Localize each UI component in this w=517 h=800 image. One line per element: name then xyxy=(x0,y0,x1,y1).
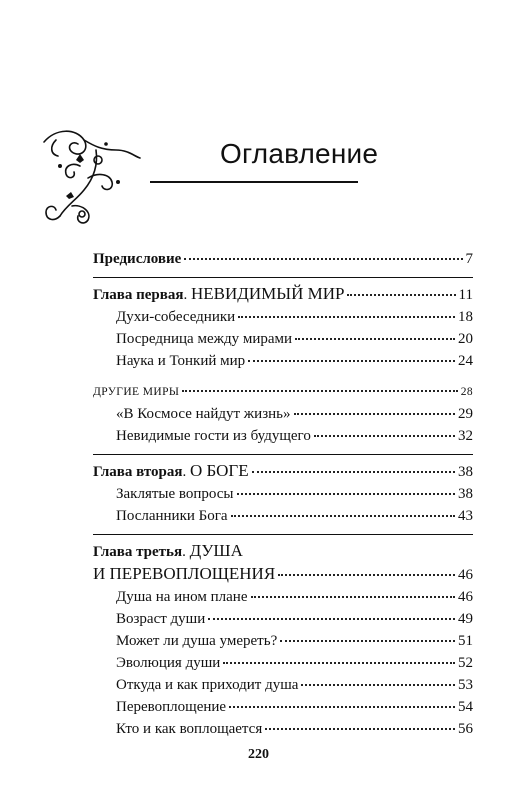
toc-entry[interactable] xyxy=(93,328,473,350)
toc-page: 7 xyxy=(465,251,473,267)
leader-dots xyxy=(248,360,455,362)
toc-entry[interactable] xyxy=(93,652,473,674)
toc-page: 18 xyxy=(458,309,473,325)
toc-label: Посредница между мирами xyxy=(116,331,293,347)
toc-page: 38 xyxy=(458,486,473,502)
toc-page: 24 xyxy=(458,353,473,369)
page-title: Оглавление xyxy=(220,138,379,169)
toc-chapter-3-line1[interactable]: Глава третья. ДУША xyxy=(93,541,243,560)
toc-page: 32 xyxy=(458,428,473,444)
toc-page: 11 xyxy=(458,287,473,303)
toc-page: 49 xyxy=(458,611,473,627)
toc-entry[interactable] xyxy=(93,425,473,447)
leader-dots xyxy=(252,471,455,473)
leader-dots xyxy=(294,413,456,415)
toc-page: 20 xyxy=(458,331,473,347)
toc-label: Может ли душа умереть? xyxy=(116,633,278,649)
toc-entry[interactable] xyxy=(93,674,473,696)
leader-dots xyxy=(223,662,455,664)
chapter-divider xyxy=(93,454,473,455)
chapter-title: И ПЕРЕВОПЛОЩЕНИЯ xyxy=(93,564,276,583)
toc-entry[interactable] xyxy=(93,608,473,630)
page-number: 220 xyxy=(248,747,269,762)
toc-entry[interactable] xyxy=(93,403,473,425)
leader-dots xyxy=(265,728,455,730)
toc-page: 43 xyxy=(458,508,473,524)
toc-label: Откуда и как приходит душа xyxy=(116,677,299,693)
toc-label: Возраст души xyxy=(116,611,206,627)
toc-label: Кто и как воплощается xyxy=(116,721,263,737)
toc-label: Невидимые гости из будущего xyxy=(116,428,311,444)
leader-dots xyxy=(229,706,455,708)
toc-page: 38 xyxy=(458,464,473,480)
toc-entry[interactable] xyxy=(93,350,473,372)
toc-page: 28 xyxy=(460,386,473,398)
leader-dots xyxy=(238,316,455,318)
toc-page: 52 xyxy=(458,655,473,671)
chapter-prefix: Глава первая xyxy=(93,287,184,303)
chapter-title: ДУША xyxy=(189,541,243,560)
toc-label: «В Космосе найдут жизнь» xyxy=(116,406,291,422)
toc-page: 46 xyxy=(458,589,473,605)
leader-dots xyxy=(280,640,455,642)
toc-label: Душа на ином плане xyxy=(116,589,248,605)
toc-entry[interactable] xyxy=(93,696,473,718)
toc-chapter-2[interactable]: Глава вторая. О БОГЕ 38 xyxy=(93,460,473,483)
chapter-divider xyxy=(93,277,473,278)
toc-entry[interactable] xyxy=(93,586,473,608)
leader-dots xyxy=(347,294,455,296)
chapter-prefix: Глава третья xyxy=(93,544,183,560)
toc-page: 51 xyxy=(458,633,473,649)
toc-page: 53 xyxy=(458,677,473,693)
toc-label: Наука и Тонкий мир xyxy=(116,353,246,369)
toc-label: Духи-собеседники xyxy=(116,309,236,325)
table-of-contents xyxy=(93,248,473,740)
toc-section-other-worlds[interactable] xyxy=(93,381,473,403)
leader-dots xyxy=(231,515,455,517)
toc-entry-preface[interactable] xyxy=(93,248,473,270)
toc-label: Перевоплощение xyxy=(116,699,227,715)
leader-dots xyxy=(314,435,455,437)
toc-label: ДРУГИЕ МИРЫ xyxy=(93,386,180,398)
leader-dots xyxy=(301,684,455,686)
leader-dots xyxy=(251,596,456,598)
toc-page: 46 xyxy=(458,567,473,583)
toc-label: Посланники Бога xyxy=(116,508,228,524)
title-underline xyxy=(150,181,358,183)
toc-chapter-1[interactable]: Глава первая. НЕВИДИМЫЙ МИР 11 xyxy=(93,283,473,306)
toc-label: Эволюция души xyxy=(116,655,221,671)
toc-chapter-3-line2[interactable] xyxy=(93,563,473,586)
toc-label: Предисловие xyxy=(93,251,182,267)
toc-entry[interactable] xyxy=(93,505,473,527)
toc-label: Заклятые вопросы xyxy=(116,486,234,502)
leader-dots xyxy=(208,618,455,620)
toc-entry[interactable] xyxy=(93,306,473,328)
leader-dots xyxy=(278,574,455,576)
toc-page: 56 xyxy=(458,721,473,737)
chapter-title: О БОГЕ xyxy=(189,461,249,480)
leader-dots xyxy=(182,390,457,392)
leader-dots xyxy=(184,258,462,260)
toc-page: 54 xyxy=(458,699,473,715)
chapter-title: НЕВИДИМЫЙ МИР xyxy=(190,284,345,303)
chapter-prefix: Глава вторая xyxy=(93,464,183,480)
toc-entry[interactable] xyxy=(93,630,473,652)
toc-entry[interactable] xyxy=(93,483,473,505)
leader-dots xyxy=(295,338,455,340)
toc-page: 29 xyxy=(458,406,473,422)
leader-dots xyxy=(237,493,455,495)
chapter-divider xyxy=(93,534,473,535)
toc-entry[interactable] xyxy=(93,718,473,740)
flourish-ornament-icon xyxy=(36,120,146,230)
